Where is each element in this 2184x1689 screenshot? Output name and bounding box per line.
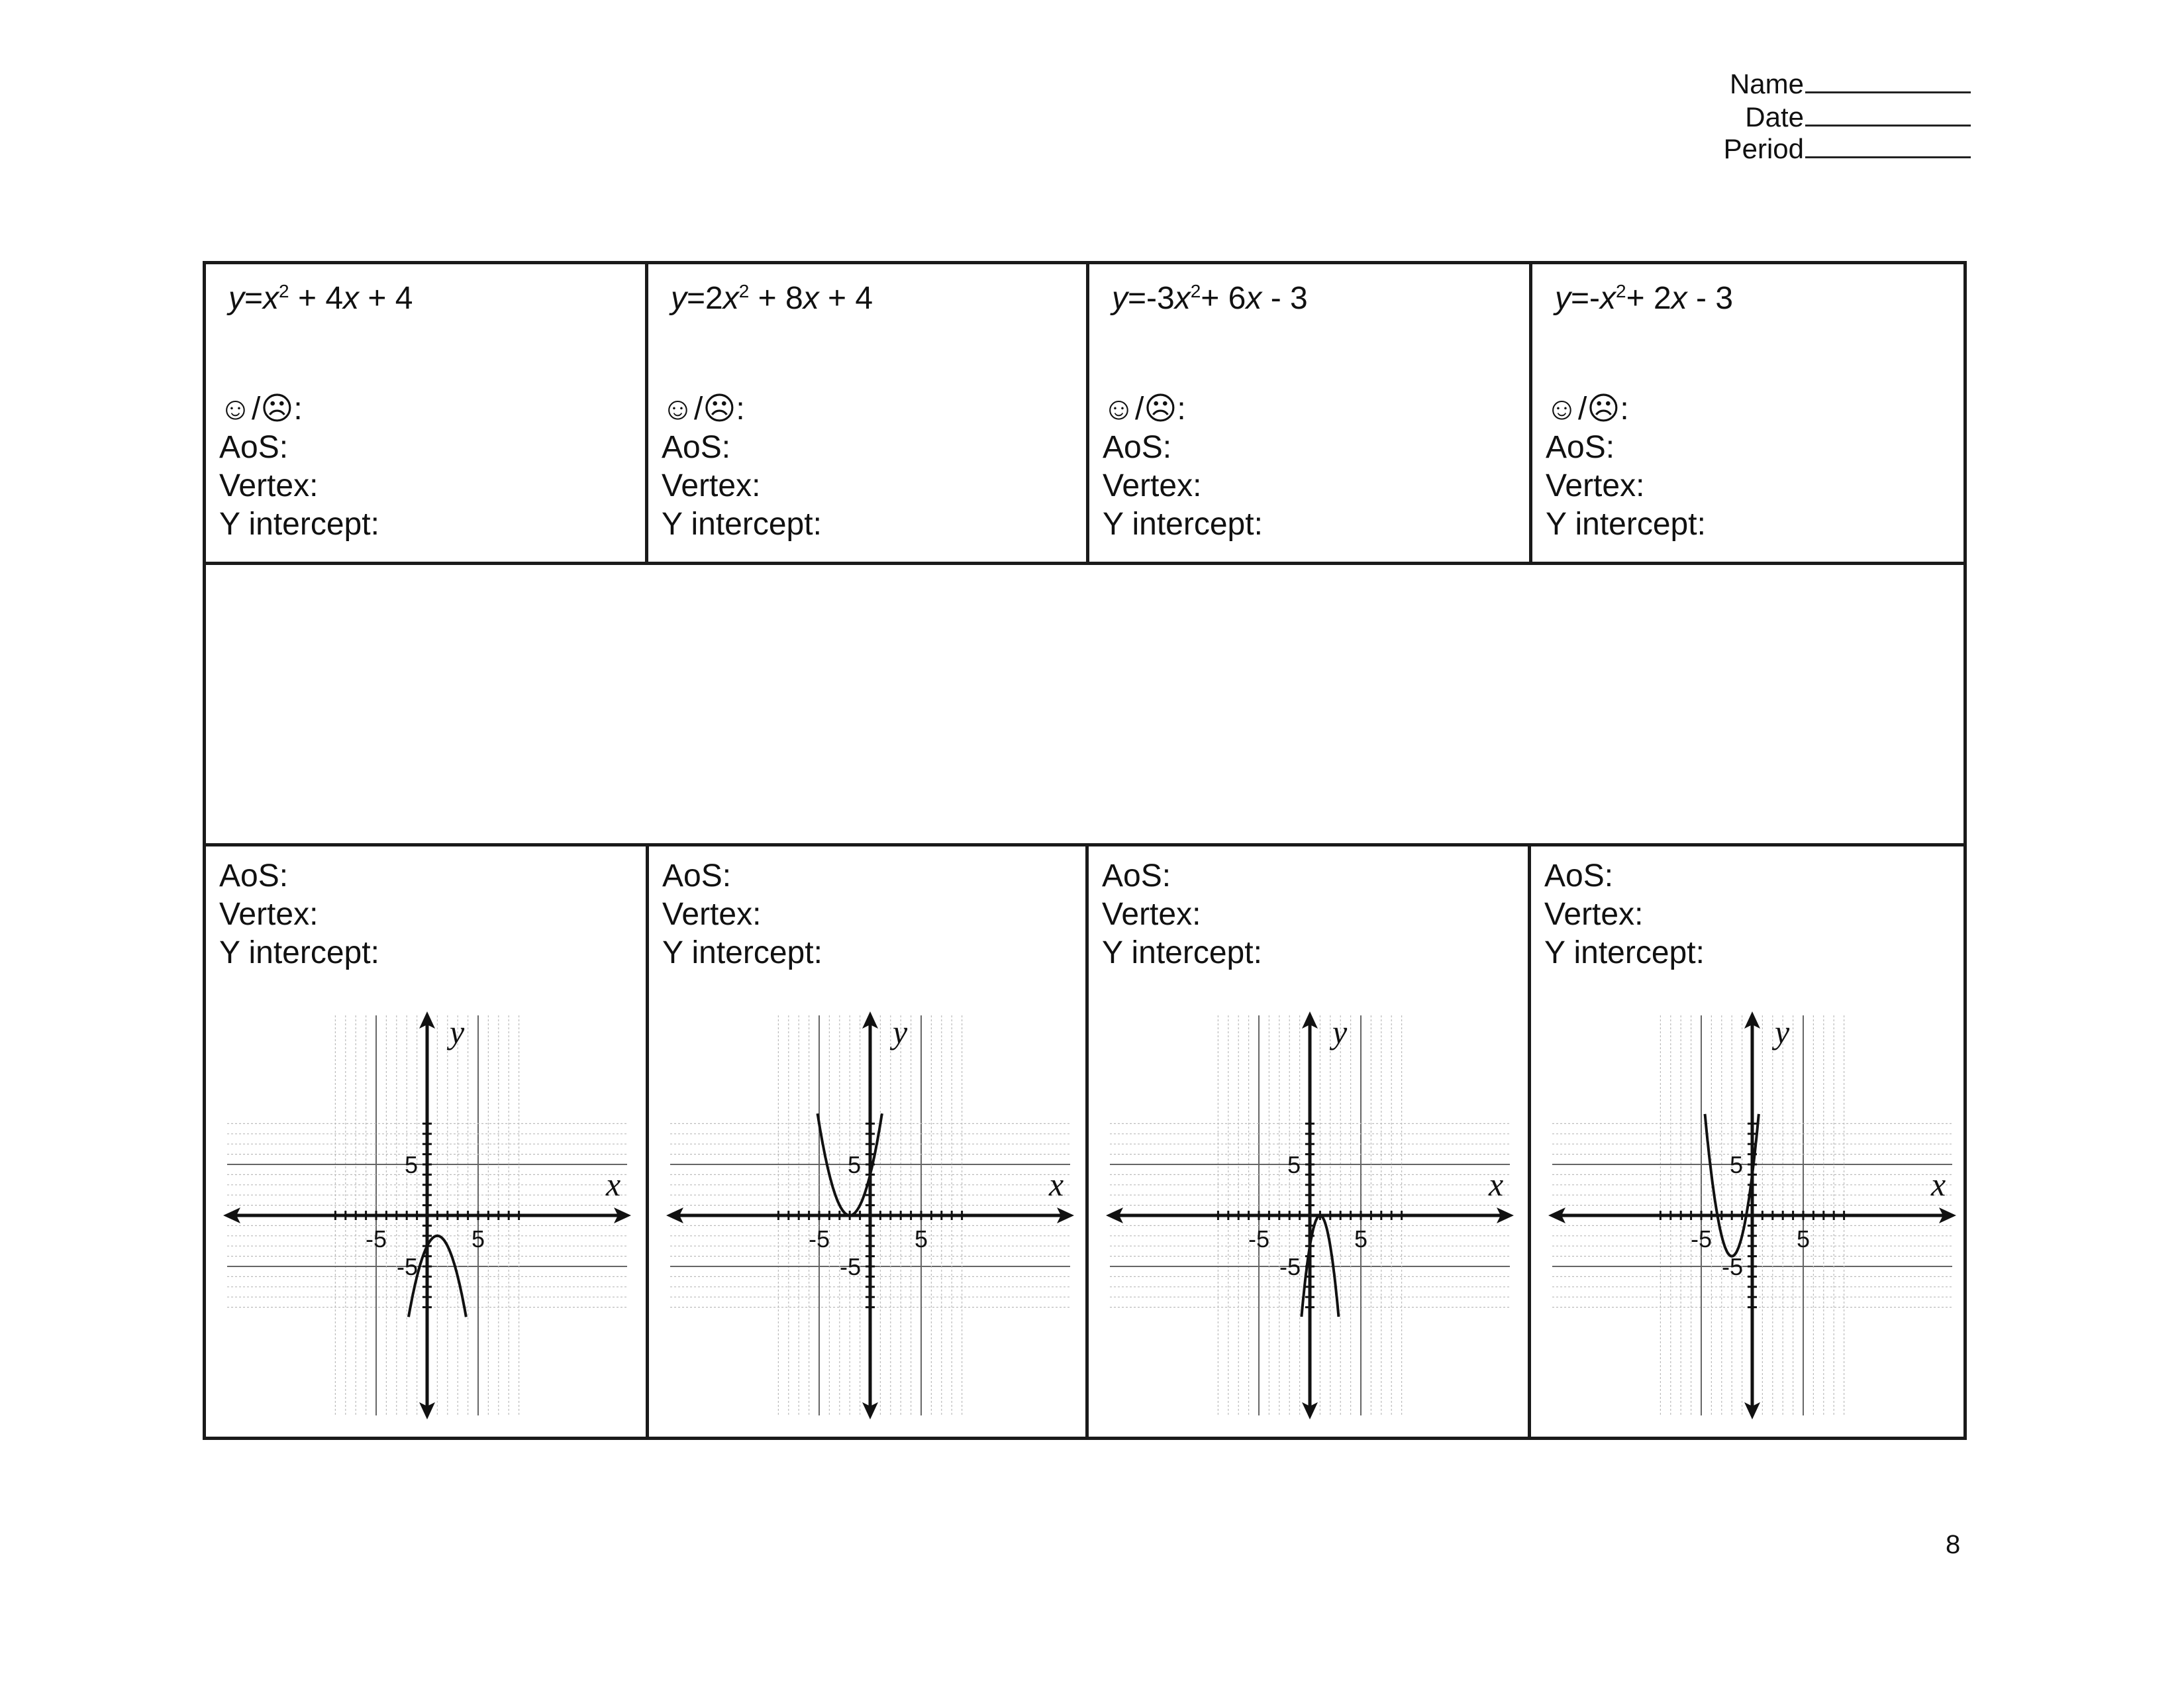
worksheet-table	[203, 261, 1967, 1440]
x-tick-label: -5	[1248, 1225, 1270, 1253]
aos-prompt: AoS:	[1103, 430, 1172, 465]
aos-prompt: AoS:	[662, 430, 731, 465]
equation-cell-1[interactable]	[206, 264, 645, 562]
y-intercept-prompt: Y intercept:	[1544, 935, 1705, 970]
x-axis-label: x	[1489, 1166, 1504, 1203]
question-list	[662, 857, 822, 972]
vertex-prompt: Vertex:	[1546, 468, 1645, 503]
coordinate-graph-2	[664, 1009, 1077, 1422]
vertex-prompt: Vertex:	[662, 468, 761, 503]
y-intercept-prompt: Y intercept:	[1546, 507, 1706, 542]
x-axis-label: x	[1931, 1166, 1946, 1203]
y-intercept-prompt: Y intercept:	[1102, 935, 1262, 970]
x-tick-label: -5	[1690, 1225, 1712, 1253]
equation-cell-4[interactable]	[1529, 264, 1963, 562]
question-list	[1103, 390, 1263, 544]
equation-cell-2[interactable]	[645, 264, 1086, 562]
parabola-curve	[409, 1236, 466, 1317]
graph-cell-4[interactable]	[1528, 846, 1963, 1437]
period-field[interactable]	[1724, 132, 1971, 165]
concavity-prompt: ☺/☹:	[219, 391, 303, 427]
graph-cell-3[interactable]	[1085, 846, 1528, 1437]
coordinate-graph-1	[221, 1009, 634, 1422]
equation: $y=2x^2 + 8x + 4$	[671, 281, 873, 316]
aos-prompt: AoS:	[1544, 858, 1614, 894]
y-intercept-prompt: Y intercept:	[219, 507, 379, 542]
equation: $y=x^2 + 4x + 4$	[228, 281, 413, 316]
y-intercept-prompt: Y intercept:	[662, 507, 822, 542]
concavity-prompt: ☺/☹:	[662, 391, 745, 427]
y-tick-label: 5	[404, 1151, 418, 1178]
page-number: 8	[1946, 1530, 1961, 1559]
y-intercept-prompt: Y intercept:	[662, 935, 822, 970]
vertex-prompt: Vertex:	[662, 897, 762, 932]
x-tick-label: -5	[365, 1225, 387, 1253]
equation-row	[206, 264, 1963, 565]
vertex-prompt: Vertex:	[1102, 897, 1201, 932]
y-tick-label: -5	[1279, 1253, 1301, 1280]
period-blank[interactable]	[1805, 132, 1971, 158]
concavity-prompt: ☺/☹:	[1546, 391, 1629, 427]
name-label: Name	[1729, 68, 1804, 99]
y-tick-label: 5	[847, 1151, 861, 1178]
aos-prompt: AoS:	[1546, 430, 1615, 465]
x-axis-label: x	[1049, 1166, 1064, 1203]
aos-prompt: AoS:	[219, 430, 289, 465]
y-tick-label: 5	[1729, 1151, 1743, 1178]
x-tick-label: -5	[808, 1225, 830, 1253]
period-label: Period	[1723, 133, 1804, 164]
y-axis-label: y	[1775, 1013, 1790, 1050]
question-list	[219, 857, 379, 972]
graph-cell-2[interactable]	[646, 846, 1085, 1437]
aos-prompt: AoS:	[662, 858, 732, 894]
vertex-prompt: Vertex:	[1103, 468, 1202, 503]
y-intercept-prompt: Y intercept:	[219, 935, 379, 970]
x-tick-label: 5	[471, 1225, 485, 1253]
y-tick-label: 5	[1287, 1151, 1301, 1178]
x-tick-label: 5	[1354, 1225, 1368, 1253]
y-axis-label: y	[893, 1013, 908, 1050]
vertex-prompt: Vertex:	[219, 897, 319, 932]
question-list	[219, 390, 379, 544]
date-field[interactable]	[1745, 101, 1971, 133]
equation-cell-3[interactable]	[1086, 264, 1529, 562]
date-label: Date	[1745, 101, 1804, 132]
x-tick-label: 5	[914, 1225, 928, 1253]
coordinate-graph-4	[1546, 1009, 1959, 1422]
question-list	[1544, 857, 1705, 972]
aos-prompt: AoS:	[219, 858, 289, 894]
x-tick-label: 5	[1796, 1225, 1811, 1253]
vertex-prompt: Vertex:	[1544, 897, 1644, 932]
aos-prompt: AoS:	[1102, 858, 1171, 894]
name-blank[interactable]	[1805, 68, 1971, 93]
question-list	[1546, 390, 1706, 544]
y-tick-label: -5	[396, 1253, 418, 1280]
y-axis-label: y	[1332, 1013, 1348, 1050]
date-blank[interactable]	[1805, 101, 1971, 127]
x-axis-label: x	[606, 1166, 621, 1203]
name-field[interactable]	[1730, 68, 1971, 100]
coordinate-graph-3	[1103, 1009, 1516, 1422]
vertex-prompt: Vertex:	[219, 468, 319, 503]
y-intercept-prompt: Y intercept:	[1103, 507, 1263, 542]
work-area[interactable]	[206, 565, 1963, 846]
concavity-prompt: ☺/☹:	[1103, 391, 1186, 427]
equation: $y=-3x^2+ 6x - 3$	[1112, 281, 1308, 316]
graph-row	[206, 846, 1963, 1437]
y-tick-label: -5	[1721, 1253, 1743, 1280]
equation: $y=-x^2+ 2x - 3$	[1555, 281, 1734, 316]
question-list	[662, 390, 822, 544]
y-axis-label: y	[450, 1013, 465, 1050]
graph-cell-1[interactable]	[206, 846, 646, 1437]
y-tick-label: -5	[839, 1253, 861, 1280]
question-list	[1102, 857, 1262, 972]
